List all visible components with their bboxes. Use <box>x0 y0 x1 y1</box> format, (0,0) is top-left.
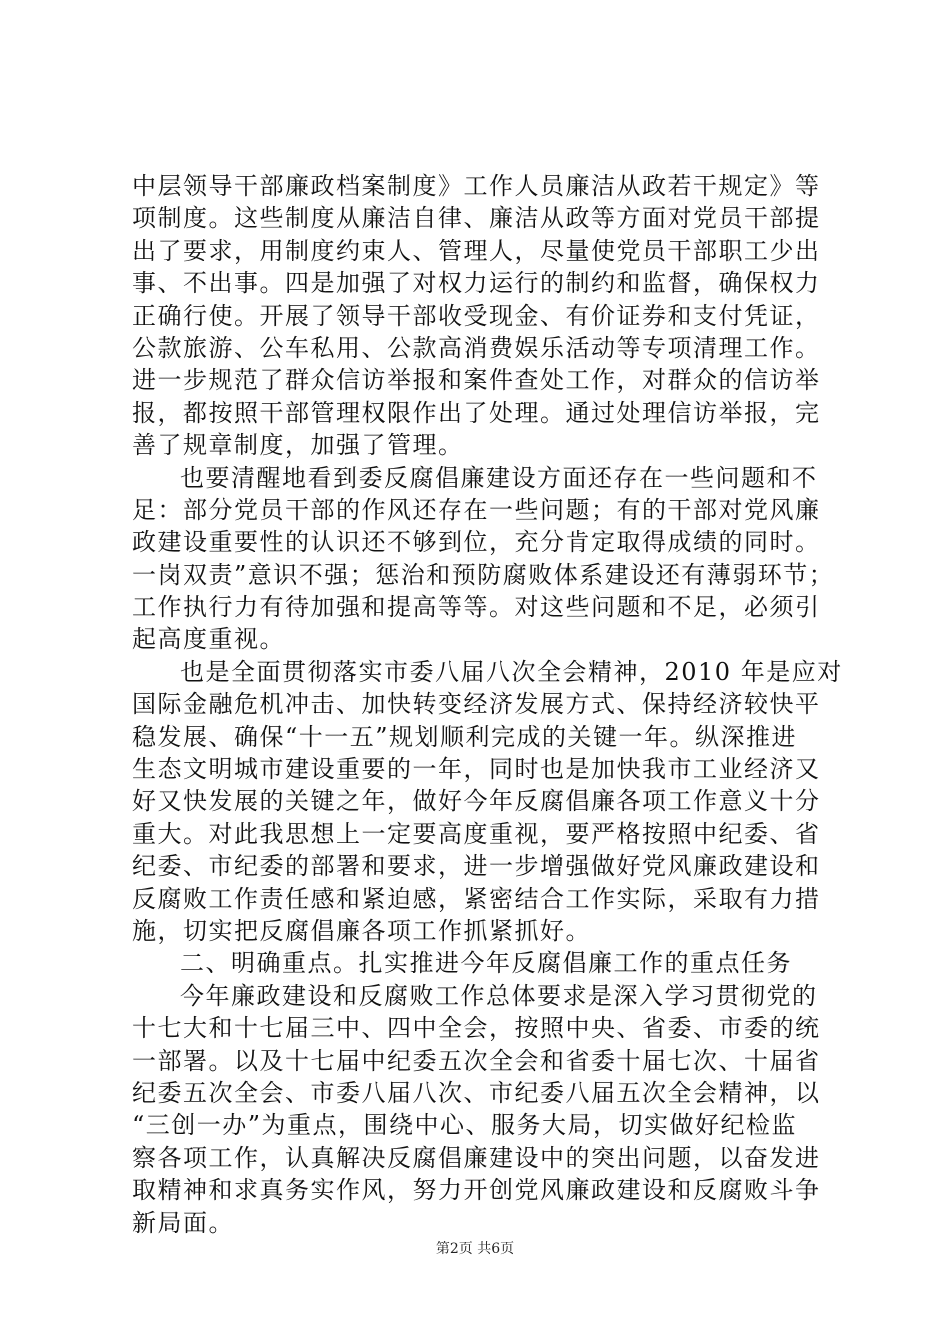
text-line: 事、不出事。四是加强了对权力运行的制约和监督，确保权力 <box>132 269 821 298</box>
text-line: 中层领导干部廉政档案制度》工作人员廉洁从政若干规定》等 <box>132 172 821 200</box>
text-line: 好又快发展的关键之年，做好今年反腐倡廉各项工作意义十分 <box>132 787 821 816</box>
text-line: 进一步规范了群众信访举报和案件查处工作，对群众的信访举 <box>132 366 821 395</box>
text-line: 施，切实把反腐倡廉各项工作抓紧抓好。 <box>132 916 591 945</box>
text-line: 纪委、市纪委的部署和要求，进一步增强做好党风廉政建设和 <box>132 852 821 881</box>
text-line: 起高度重视。 <box>132 625 285 654</box>
page-number-footer: 第2页 共6页 <box>435 1241 515 1257</box>
text-line: 新局面。 <box>132 1208 234 1237</box>
text-line: 也要清醒地看到委反腐倡廉建设方面还存在一些问题和不 <box>180 463 818 492</box>
document-body <box>132 170 843 1239</box>
paragraph-p2 <box>132 462 835 656</box>
text-line: 工作执行力有待加强和提高等等。对这些问题和不足，必须引 <box>132 593 821 622</box>
text-line: 项制度。这些制度从廉洁自律、廉洁从政等方面对党员干部提 <box>132 204 821 233</box>
text-line: 政建设重要性的认识还不够到位，充分肯定取得成绩的同时。 <box>132 528 821 557</box>
text-line: “三创一办”为重点，围绕中心、服务大局，切实做好纪检监 <box>132 1111 798 1140</box>
text-line: 一部署。以及十七届中纪委五次全会和省委十届七次、十届省 <box>132 1046 821 1075</box>
paragraph-p3 <box>132 656 843 948</box>
text-line: 反腐败工作责任感和紧迫感，紧密结合工作实际，采取有力措 <box>132 884 821 913</box>
text-line: 取精神和求真务实作风，努力开创党风廉政建设和反腐败斗争 <box>132 1176 821 1205</box>
paragraph-p4 <box>132 947 822 979</box>
text-line: 出了要求，用制度约束人、管理人，尽量使党员干部职工少出 <box>132 236 821 265</box>
text-line: 一岗双责”意识不强；惩治和预防腐败体系建设还有薄弱环节； <box>132 560 835 589</box>
text-line: 纪委五次全会、市委八届八次、市纪委八届五次全会精神，以 <box>132 1078 821 1107</box>
text-line: 正确行使。开展了领导干部收受现金、有价证券和支付凭证， <box>132 301 821 330</box>
text-line: 生态文明城市建设重要的一年，同时也是加快我市工业经济又 <box>132 755 821 784</box>
text-line: 稳发展、确保“十一五”规划顺利完成的关键一年。纵深推进 <box>132 722 798 751</box>
paragraph-p1 <box>132 170 822 462</box>
text-line: 也是全面贯彻落实市委八届八次全会精神，2010 年是应对 <box>180 657 843 686</box>
text-line: 今年廉政建设和反腐败工作总体要求是深入学习贯彻党的 <box>180 981 818 1010</box>
text-line: 报，都按照干部管理权限作出了处理。通过处理信访举报，完 <box>132 398 821 427</box>
text-line: 二、明确重点。扎实推进今年反腐倡廉工作的重点任务 <box>180 949 792 978</box>
text-line: 公款旅游、公车私用、公款高消费娱乐活动等专项清理工作。 <box>132 333 821 362</box>
text-line: 善了规章制度，加强了管理。 <box>132 431 464 460</box>
text-line: 重大。对此我思想上一定要高度重视，要严格按照中纪委、省 <box>132 819 821 848</box>
text-line: 十七大和十七届三中、四中全会，按照中央、省委、市委的统 <box>132 1014 821 1043</box>
text-line: 察各项工作，认真解决反腐倡廉建设中的突出问题，以奋发进 <box>132 1143 821 1172</box>
text-line: 足：部分党员干部的作风还存在一些问题；有的干部对党风廉 <box>132 495 821 524</box>
paragraph-p5 <box>132 980 822 1239</box>
text-line: 国际金融危机冲击、加快转变经济发展方式、保持经济较快平 <box>132 690 821 719</box>
